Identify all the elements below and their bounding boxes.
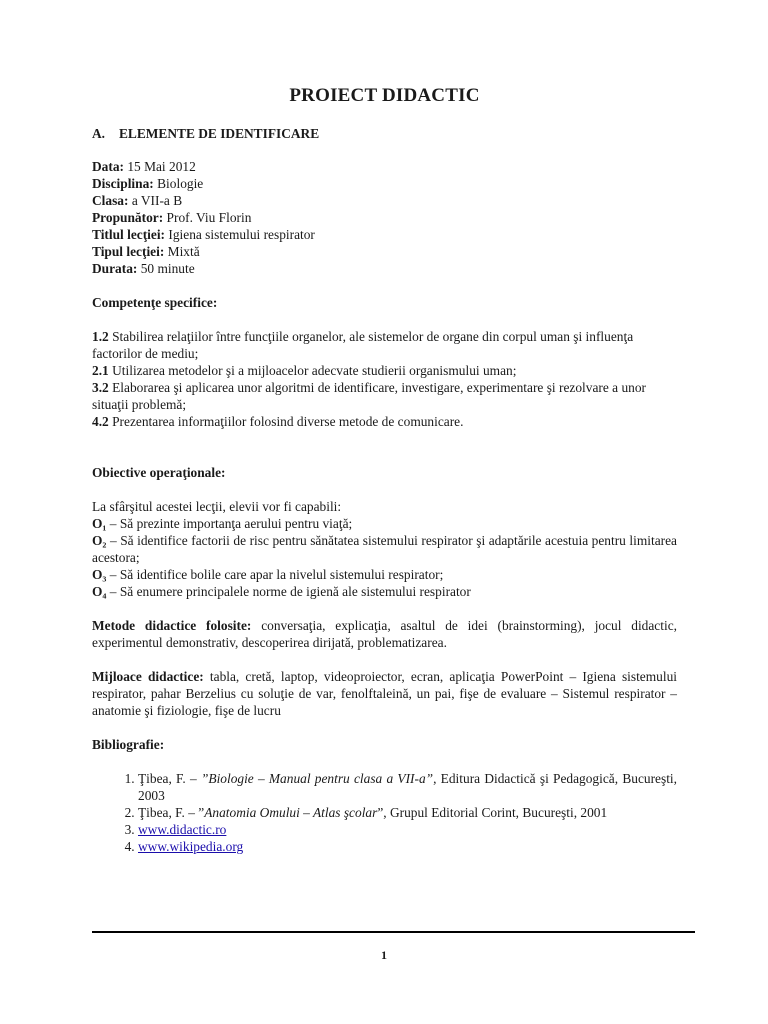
didactic-link[interactable]: www.didactic.ro: [138, 822, 227, 837]
bibliography-item: [138, 821, 677, 838]
mijloace-paragraph: Mijloace didactice: tabla, cretă, laptop, videoproiector, ecran, aplicaţia PowerPoint – Igiena sistemului respirator, pahar Berzelius cu soluţie de var, fenolftaleină, un pai, fişe de evaluare – Sistemul respirator – anatomie şi fiziologie, fişe de lucru: [92, 669, 678, 718]
obiectiv-item: O₁ – Să prezinte importanţa aerului pentru viaţă;: [92, 516, 353, 531]
competente-heading: Competenţe specifice:: [92, 295, 218, 310]
id-line-propunator: Propunător: Prof. Viu Florin: [92, 210, 252, 225]
obiective-intro: La sfârşitul acestei lecţii, elevii vor fi capabili:: [92, 499, 342, 514]
page-title: PROIECT DIDACTIC: [289, 85, 480, 106]
bibliography-item: [138, 838, 677, 855]
obiectiv-item: O₄ – Să enumere principalele norme de igienă ale sistemului respirator: [92, 584, 471, 599]
bibliografie-list: [92, 770, 677, 855]
competenta-item: 1.2 Stabilirea relaţiilor între funcţiile organelor, ale sistemelor de organe din corpul uman şi influenţa factorilor de mediu;: [92, 329, 634, 361]
competenta-item: 4.2 Prezentarea informaţiilor folosind diverse metode de comunicare.: [92, 414, 464, 429]
obiectiv-item: O₃ – Să identifice bolile care apar la nivelul sistemului respirator;: [92, 567, 444, 582]
bibliografie-heading: Bibliografie:: [92, 737, 165, 752]
id-line-tipul: Tipul lecţiei: Mixtă: [92, 244, 200, 259]
footer-divider: [92, 931, 695, 933]
id-line-data: Data: 15 Mai 2012: [92, 159, 196, 174]
section-a-heading: A. ELEMENTE DE IDENTIFICARE: [92, 126, 320, 141]
competenta-item: 3.2 Elaborarea şi aplicarea unor algoritmi de identificare, investigare, experimentare şi rezolvare a unor situaţii problemă;: [92, 380, 646, 412]
bibliography-item: 2. Ţibea, F. – ”Anatomia Omului – Atlas şcolar”, Grupul Editorial Corint, Bucureşti, 2001: [138, 804, 677, 821]
obiectiv-item: O₂ – Să identifice factorii de risc pentru sănătatea sistemului respirator şi adaptările acestuia pentru limitarea acestora;: [92, 533, 677, 565]
document-page: [92, 84, 677, 855]
bibliography-item: 1. Ţibea, F. – ”Biologie – Manual pentru clasa a VII-a”, Editura Didactică şi Pedagogică, Bucureşti, 2003: [138, 770, 677, 804]
id-line-durata: Durata: 50 minute: [92, 261, 195, 276]
competenta-item: 2.1 Utilizarea metodelor şi a mijloacelor adecvate studierii organismului uman;: [92, 363, 517, 378]
id-line-titlul: Titlul lecţiei: Igiena sistemului respirator: [92, 227, 315, 242]
wikipedia-link[interactable]: www.wikipedia.org: [138, 839, 244, 854]
id-line-disciplina: Disciplina: Biologie: [92, 176, 204, 191]
metode-paragraph: Metode didactice folosite: conversaţia, explicaţia, asaltul de idei (brainstorming), jocul didactic, experimentul demonstrativ, descoperirea dirijată, problematizarea.: [92, 618, 677, 650]
obiective-list: [92, 498, 677, 600]
identification-block: [92, 158, 677, 277]
obiective-heading: Obiective operaţionale:: [92, 465, 226, 480]
page-number: 1: [381, 948, 387, 962]
competente-list: [92, 328, 677, 430]
id-line-clasa: Clasa: a VII-a B: [92, 193, 183, 208]
